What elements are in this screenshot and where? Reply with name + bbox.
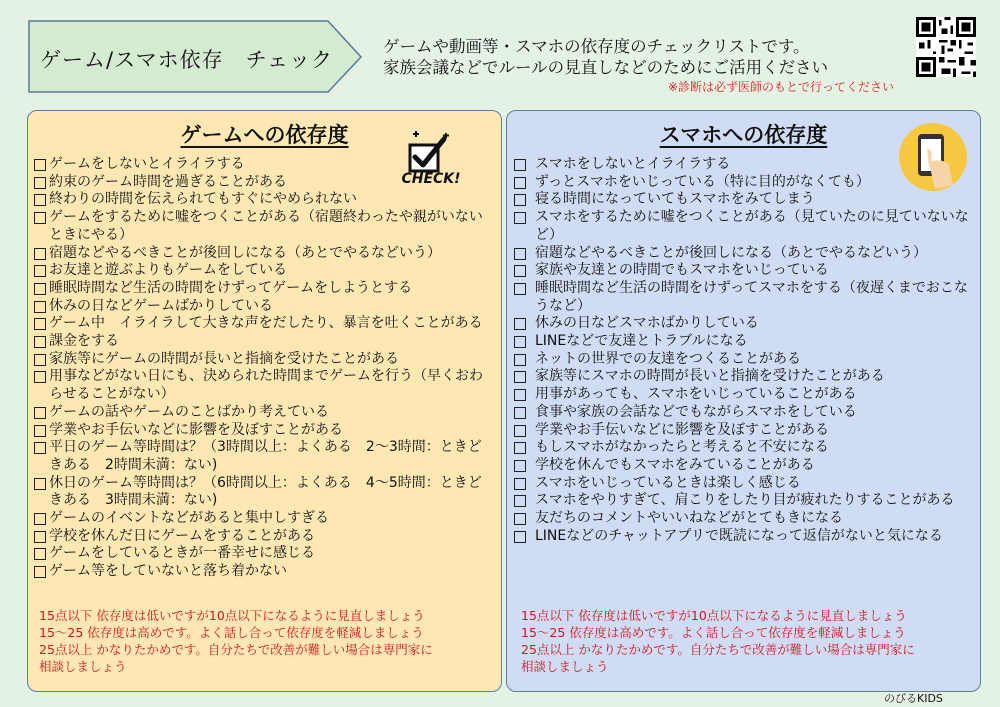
checklist-item: [34, 174, 493, 192]
checklist-item-text: ゲームのイベントなどがあると集中しすぎる: [49, 510, 329, 527]
checklist-item: [514, 475, 972, 493]
checklist-item-text: 課金をする: [49, 333, 119, 350]
checklist-item: [514, 351, 972, 369]
checklist-item-text: スマホをいじっているときは楽しく感じる: [535, 474, 801, 491]
smartphone-dependency-panel: [506, 110, 981, 692]
checklist-item: [514, 262, 972, 280]
checkbox[interactable]: [34, 442, 46, 454]
checklist-item: [34, 545, 493, 563]
checkbox[interactable]: [34, 354, 46, 366]
checkbox[interactable]: [34, 407, 46, 419]
checklist-item-text: ゲーム中 イライラして大きな声をだしたり、暴言を吐くことがある: [49, 315, 483, 332]
score-line: 15～25 依存度は高めです。よく話し合って依存度を軽減しましょう: [39, 625, 424, 640]
checklist-item: [34, 404, 493, 422]
checklist-item: [34, 475, 493, 510]
score-line: 25点以上 かなりたかめです。自分たちで改善が難しい場合は専門家に: [39, 642, 433, 657]
checklist-item: [514, 386, 972, 404]
checkbox[interactable]: [34, 194, 46, 206]
score-line: 15点以下 依存度は低いですが10点以下になるように見直しましょう: [521, 608, 907, 623]
checklist-item: [34, 262, 493, 280]
checklist-item-text: 友だちのコメントやいいねなどがとてもきになる: [535, 510, 843, 527]
checkbox[interactable]: [34, 513, 46, 525]
checklist-item: [34, 245, 493, 263]
checklist-item-text: 学校を休んでもスマホをみていることがある: [535, 456, 815, 473]
checkbox[interactable]: [34, 283, 46, 295]
checklist-item-text: 宿題などやるべきことが後回しになる（あとでやるなどいう）: [49, 244, 441, 261]
checklist-item: [514, 422, 972, 440]
checklist-item-text: LINEなどで友達とトラブルになる: [535, 333, 748, 350]
checklist-item-text: スマホをしないとイライラする: [535, 156, 731, 172]
checklist-item-text: 食事や家族の会話などでもながらスマホをしている: [535, 403, 857, 420]
score-line: 15～25 依存度は高めです。よく話し合って依存度を軽減しましょう: [521, 625, 906, 640]
score-line: 相談しましょう: [39, 659, 127, 674]
checklist-item: [514, 492, 972, 510]
checklist-item-text: 睡眠時間など生活の時間をけずってゲームをしようとする: [49, 279, 413, 296]
checklist-item-text: 約束のゲーム時間を過ぎることがある: [49, 173, 287, 190]
game-checklist: [34, 156, 493, 581]
checklist-item: [514, 174, 972, 192]
check-label: CHECK!: [401, 171, 461, 187]
qr-code-icon: [916, 17, 976, 77]
score-line: 15点以下 依存度は低いですが10点以下になるように見直しましょう: [39, 608, 425, 623]
intro-line-1: ゲームや動画等・スマホの依存度のチェックリストです。: [383, 37, 810, 56]
checklist-item-text: ゲームをするために嘘をつくことがある（宿題終わったや親がいないときにやる）: [49, 209, 483, 243]
checklist-item-text: スマホをやりすぎて、肩こりをしたり目が疲れたりすることがある: [535, 492, 955, 509]
checklist-item: [514, 280, 972, 315]
page-title: ゲーム/スマホ依存 チェック: [40, 48, 334, 72]
checkbox[interactable]: [34, 265, 46, 277]
smartphone-score-guide: [521, 607, 915, 675]
checklist-item: [514, 333, 972, 351]
checklist-item-text: ゲームをしないとイライラする: [49, 156, 245, 172]
checklist-item-text: 休みの日などゲームばかりしている: [49, 297, 273, 314]
checklist-item: [514, 315, 972, 333]
checklist-item: [34, 191, 493, 209]
checklist-item: [514, 528, 972, 546]
checklist-item: [34, 439, 493, 474]
checklist-item-text: 休日のゲーム等時間は？（6時間以上：よくある 4～5時間：ときどきある 3時間未満：ない): [49, 474, 482, 509]
checkbox[interactable]: [34, 177, 46, 189]
score-line: 25点以上 かなりたかめです。自分たちで改善が難しい場合は専門家に: [521, 642, 915, 657]
checklist-item-text: もしスマホがなかったらと考えると不安になる: [535, 439, 829, 456]
checklist-item-text: 宿題などやるべきことが後回しになる（あとでやるなどいう）: [535, 244, 927, 261]
checklist-item-text: 平日のゲーム等時間は？（3時間以上：よくある 2～3時間：ときどきある 2時間未満：ない): [49, 439, 482, 473]
checklist-item-text: 学業やお手伝いなどに影響を及ぼすことがある: [535, 421, 829, 438]
checklist-item: [34, 351, 493, 369]
checklist-item-text: スマホをするために嘘をつくことがある（見ていたのに見ていないなど）: [535, 209, 969, 243]
checkbox[interactable]: [514, 531, 526, 543]
checklist-item: [514, 191, 972, 209]
checklist-item-text: ゲームをしているときが一番幸せに感じる: [49, 545, 315, 562]
checklist-item: [514, 156, 972, 174]
checkbox[interactable]: [34, 548, 46, 560]
checkbox[interactable]: [34, 248, 46, 260]
medical-note: ※診断は必ず医師のもとで行ってください: [668, 80, 895, 94]
checkbox[interactable]: [34, 425, 46, 437]
checkbox[interactable]: [514, 407, 526, 419]
checklist-item-text: 家族等にスマホの時間が長いと指摘を受けたことがある: [535, 368, 885, 385]
checkbox[interactable]: [514, 442, 526, 454]
checkbox[interactable]: [34, 318, 46, 330]
checklist-item: [34, 209, 493, 244]
checklist-item: [34, 510, 493, 528]
smartphone-checklist: [514, 156, 972, 545]
checklist-item: [34, 422, 493, 440]
checklist-item-text: 用事があっても、スマホをいじっていることがある: [535, 386, 857, 403]
checkbox[interactable]: [34, 566, 46, 578]
checklist-item: [34, 528, 493, 546]
game-panel-title: ゲームへの依存度: [180, 123, 349, 147]
checklist-item-text: 終わりの時間を伝えられてもすぐにやめられない: [49, 191, 357, 208]
checkbox[interactable]: [514, 212, 526, 224]
checkbox[interactable]: [514, 513, 526, 525]
checklist-item-text: ゲーム等をしていないと落ち着かない: [49, 563, 287, 580]
game-score-guide: [39, 607, 433, 675]
checklist-item: [514, 209, 972, 244]
checklist-item: [34, 298, 493, 316]
checkbox[interactable]: [514, 495, 526, 507]
intro-line-2: 家族会議などでルールの見直しなどのためにご活用ください: [383, 58, 829, 77]
checklist-item: [34, 368, 493, 403]
checklist-item-text: ネットの世界での友達をつくることがある: [535, 350, 801, 367]
checkbox[interactable]: [514, 371, 526, 383]
checkbox[interactable]: [514, 318, 526, 330]
checkbox[interactable]: [514, 354, 526, 366]
score-line: 相談しましょう: [521, 659, 609, 674]
checklist-item: [34, 333, 493, 351]
checkbox[interactable]: [34, 336, 46, 348]
checkbox[interactable]: [34, 301, 46, 313]
checklist-item: [34, 315, 493, 333]
checklist-item: [514, 457, 972, 475]
checklist-item-text: 睡眠時間など生活の時間をけずってスマホをする（夜遅くまでおこなうなど）: [535, 279, 968, 314]
brand-footer: のびるKIDS: [884, 692, 943, 705]
checkbox[interactable]: [514, 460, 526, 472]
checklist-item-text: ゲームの話やゲームのことばかり考えている: [49, 403, 329, 420]
checklist-item-text: 休みの日などスマホばかりしている: [535, 315, 759, 332]
checklist-item: [514, 510, 972, 528]
checklist-item: [514, 368, 972, 386]
checklist-item: [514, 404, 972, 422]
checkbox[interactable]: [514, 478, 526, 490]
checklist-item-text: LINEなどのチャットアプリで既読になって返信がないと気になる: [535, 527, 943, 544]
checkbox[interactable]: [514, 425, 526, 437]
checklist-item-text: 家族や友達との時間でもスマホをいじっている: [535, 262, 829, 279]
checkbox[interactable]: [34, 159, 46, 171]
checkbox[interactable]: [514, 194, 526, 206]
checklist-item: [34, 563, 493, 581]
checklist-item-text: ずっとスマホをいじっている（特に目的がなくても）: [535, 173, 870, 190]
checkbox[interactable]: [514, 265, 526, 277]
checklist-item-text: 寝る時間になっていてもスマホをみてしまう: [535, 191, 815, 208]
checklist-item-text: 家族等にゲームの時間が長いと指摘を受けたことがある: [49, 350, 399, 367]
checkbox[interactable]: [34, 531, 46, 543]
checklist-item-text: 学校を休んだ日にゲームをすることがある: [49, 527, 315, 544]
checkbox[interactable]: [514, 336, 526, 348]
checkbox[interactable]: [514, 177, 526, 189]
checklist-item: [514, 245, 972, 263]
checkbox[interactable]: [34, 478, 46, 490]
checklist-item: [514, 439, 972, 457]
checkbox[interactable]: [514, 283, 526, 295]
checkbox[interactable]: [34, 371, 46, 383]
checkbox[interactable]: [34, 212, 46, 224]
checklist-item-text: 学業やお手伝いなどに影響を及ぼすことがある: [49, 421, 343, 438]
checklist-item: [34, 280, 493, 298]
checkbox[interactable]: [514, 159, 526, 171]
smartphone-panel-title: スマホへの依存度: [659, 123, 828, 147]
checklist-item: [34, 156, 493, 174]
checklist-item-text: 用事などがない日にも、決められた時間までゲームを行う（早くおわらせることがない）: [49, 368, 483, 403]
checkbox[interactable]: [514, 389, 526, 401]
checkbox[interactable]: [514, 248, 526, 260]
checklist-item-text: お友達と遊ぶよりもゲームをしている: [49, 262, 287, 279]
game-dependency-panel: [27, 110, 502, 692]
intro-text: [383, 36, 828, 78]
